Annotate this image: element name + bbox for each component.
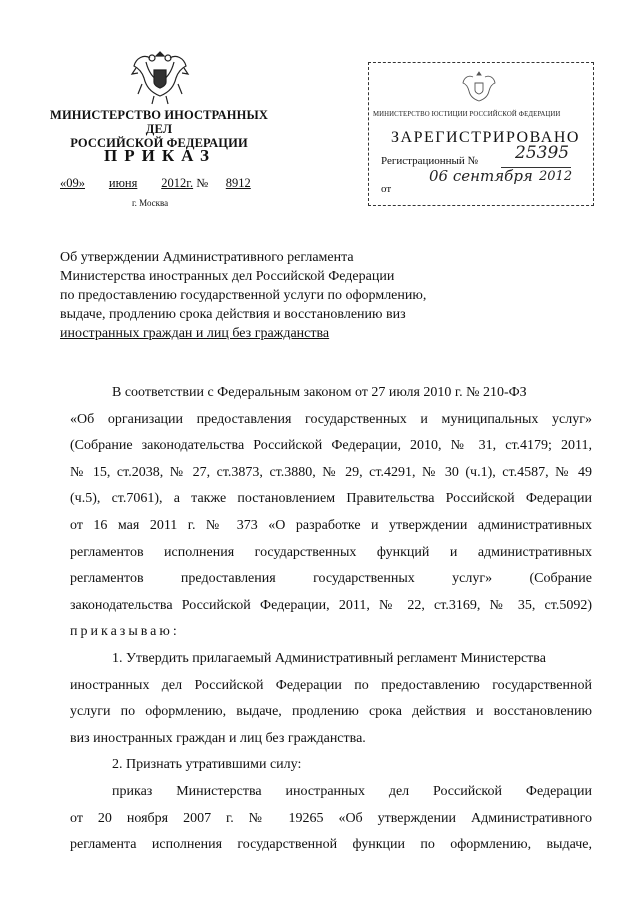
subject-line: выдаче, продлению срока действия и восстановлению виз — [60, 307, 406, 322]
order-day: «09» — [60, 176, 85, 190]
item1-line: иностранных дел Российской Федерации по предоставлению государственной — [70, 677, 592, 693]
order-subject — [60, 248, 480, 343]
registration-stamp — [368, 62, 594, 206]
body-line: (ч.5), ст.7061), а также постановлением Правительства Российской Федерации — [70, 491, 592, 507]
body-line: «Об организации предоставления государственных и муниципальных услуг» — [70, 411, 592, 427]
subject-line: Министерства иностранных дел Российской Федерации — [60, 269, 395, 284]
order-title: ПРИКАЗ — [104, 146, 216, 165]
stamp-date-label: от — [381, 183, 392, 195]
stamp-ministry: МИНИСТЕРСТВО ЮСТИЦИИ РОССИЙСКОЙ ФЕДЕРАЦИИ — [373, 111, 561, 118]
item2-line: от 20 ноября 2007 г. № 19265 «Об утверждении Административного — [70, 810, 592, 826]
item2-heading: 2. Признать утратившими силу: — [112, 757, 302, 773]
stamp-registered: ЗАРЕГИСТРИРОВАНО — [391, 129, 580, 146]
item1-line: услуги по оформлению, выдаче, продлению срока действия и восстановлению — [70, 704, 592, 720]
order-year: 2012г. — [161, 176, 194, 190]
order-date-number — [60, 176, 290, 191]
subject-line: иностранных граждан и лиц без гражданства — [60, 326, 330, 341]
stamp-reg-number: 25395 — [515, 143, 570, 163]
item1-line: 1. Утвердить прилагаемый Административный регламент Министерства — [112, 650, 546, 666]
subject-line: по предоставлению государственной услуги по оформлению, — [60, 288, 427, 303]
body-line: законодательства Российской Федерации, 2011, № 22, ст.3169, № 35, ст.5092) — [70, 597, 592, 613]
body-line: регламентов предоставления государственных услуг» (Собрание — [70, 571, 592, 587]
command-word: приказываю: — [70, 624, 180, 640]
state-emblem-icon — [128, 44, 192, 108]
ministry-name-line2: РОССИЙСКОЙ ФЕДЕРАЦИИ — [70, 136, 248, 150]
subject-line: Об утверждении Административного регламента — [60, 250, 354, 265]
stamp-emblem-icon — [461, 69, 497, 105]
body-line: от 16 мая 2011 г. № 373 «О разработке и утверждении административных — [70, 517, 592, 533]
ministry-name-line1: МИНИСТЕРСТВО ИНОСТРАННЫХ ДЕЛ — [50, 108, 268, 136]
stamp-reg-number-label: Регистрационный № — [381, 155, 479, 167]
body-line: № 15, ст.2038, № 27, ст.3873, ст.3880, № 29, ст.4291, № 30 (ч.1), ст.4587, № 49 — [70, 464, 592, 480]
item1-line: виз иностранных граждан и лиц без гражданства. — [70, 730, 366, 746]
stamp-year-value: 2012 — [539, 169, 573, 184]
body-line: регламентов исполнения государственных функций и административных — [70, 544, 592, 560]
order-month: июня — [108, 176, 138, 190]
body-line: (Собрание законодательства Российской Федерации, 2010, № 31, ст.4179; 2011, — [70, 438, 592, 454]
order-number-label: № — [196, 176, 209, 190]
item2-line: регламента исполнения государственной функции по оформлению, выдаче, — [70, 837, 592, 853]
ministry-name — [44, 108, 274, 150]
city: г. Москва — [132, 198, 169, 208]
body-line: В соответствии с Федеральным законом от 27 июля 2010 г. № 210-ФЗ — [112, 385, 527, 400]
item2-line: приказ Министерства иностранных дел Российской Федерации — [112, 783, 592, 799]
order-body — [70, 380, 592, 859]
order-number: 8912 — [225, 176, 251, 190]
stamp-date-value: 06 сентября — [429, 167, 533, 185]
